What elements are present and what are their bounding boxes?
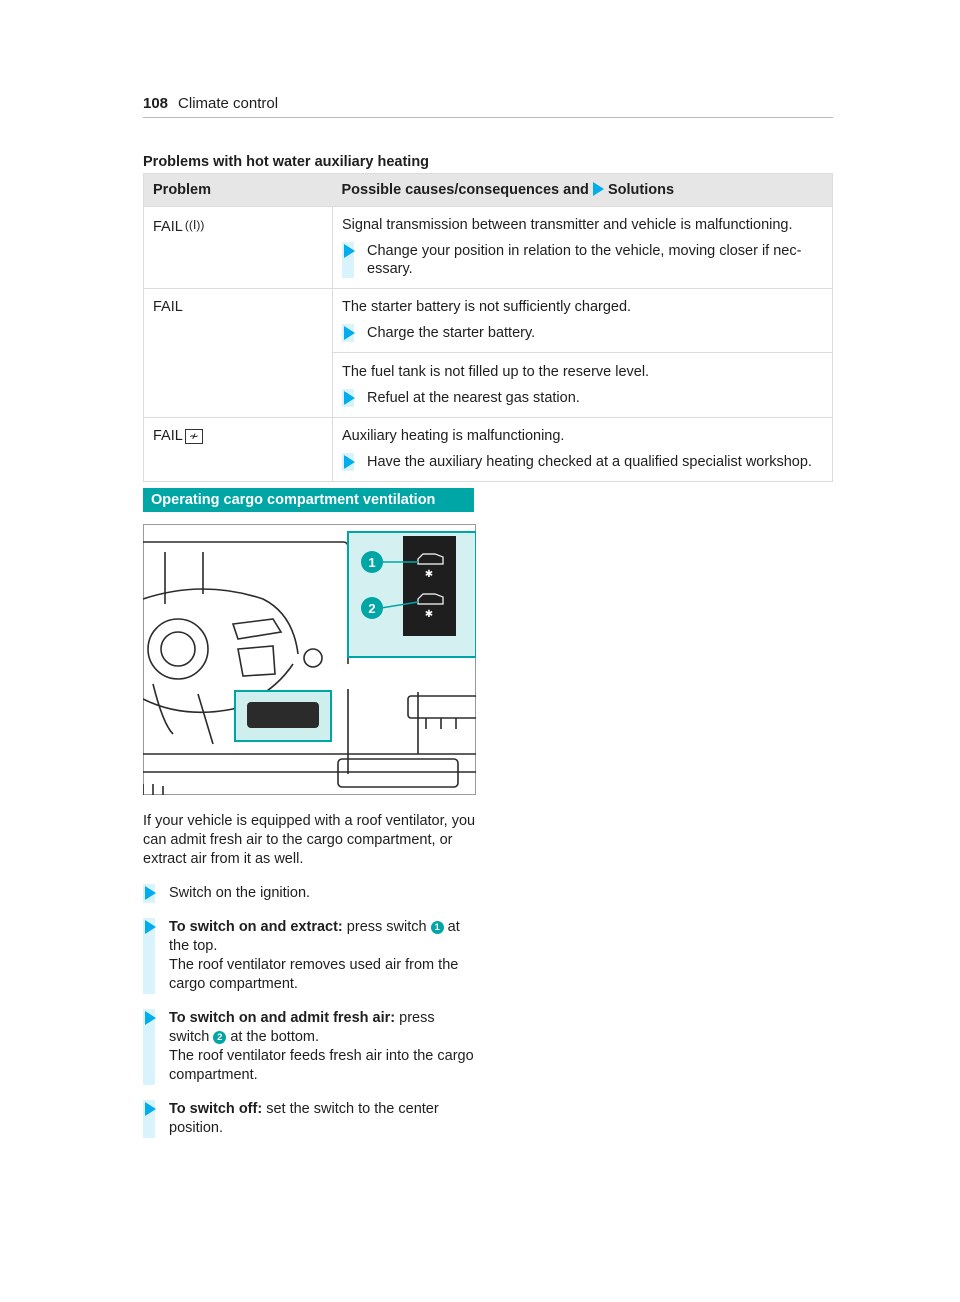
step-pre: press switch: [169, 1010, 435, 1045]
col-problem: Problem: [144, 174, 333, 207]
arrow-icon: [344, 326, 355, 340]
step-post: at the top.: [169, 919, 460, 954]
table-header-row: [144, 174, 833, 207]
solution-text: Change your position in relation to the vehicle, moving closer if necessary.: [367, 243, 802, 277]
solution-step: [342, 453, 823, 471]
problem-cell: [144, 207, 333, 289]
cause-cell: [333, 207, 833, 289]
arrow-icon: [344, 455, 355, 469]
svg-text:✱: ✱: [424, 569, 434, 580]
step-label: To switch off:: [169, 1101, 263, 1117]
step-post: at the bottom.: [230, 1029, 320, 1045]
body-text: [143, 812, 478, 1138]
dashboard-illustration: [143, 524, 476, 795]
table-row: [144, 207, 833, 289]
section-heading: Operating cargo compartment ventilation: [143, 488, 474, 512]
signal-icon: ((Ⅰ)): [184, 218, 205, 232]
callout-2-label: 2: [368, 601, 376, 616]
solution-text: Refuel at the nearest gas station.: [367, 390, 580, 406]
callout-1-badge: 1: [431, 921, 444, 934]
table-row: [144, 418, 833, 482]
step-note: The roof ventilator feeds fresh air into the cargo compartment.: [169, 1048, 474, 1083]
step-note: The roof ventilator removes used air from the cargo compartment.: [169, 957, 459, 992]
cause-text: Signal transmission between transmitter and vehicle is malfunctioning.: [342, 217, 793, 233]
col-solutions-label: Solutions: [607, 182, 675, 198]
arrow-icon: [344, 391, 355, 405]
problem-code: FAIL: [153, 219, 183, 235]
step-label: To switch on and admit fresh air:: [169, 1010, 396, 1026]
problem-cell: [144, 289, 333, 418]
instruction-step: [143, 884, 478, 903]
intro-paragraph: If your vehicle is equipped with a roof ventilator, you can admit fresh air to the cargo compartment, or extract air from it as well.: [143, 813, 476, 867]
problem-code: FAIL: [153, 428, 183, 444]
step-pre: press switch: [346, 919, 427, 935]
problems-table: [143, 173, 833, 482]
arrow-icon: [145, 1102, 156, 1116]
arrow-icon: [344, 244, 355, 258]
instruction-step: [143, 918, 478, 994]
solution-step: [342, 242, 823, 278]
cause-text: The starter battery is not sufficiently charged.: [342, 299, 632, 315]
step-label: To switch on and extract:: [169, 919, 343, 935]
step-text: Switch on the ignition.: [169, 885, 311, 901]
col-causes: [333, 174, 833, 207]
step-text: set the switch to the center position.: [169, 1101, 439, 1136]
svg-text:✱: ✱: [424, 609, 434, 620]
callout-1-label: 1: [368, 555, 376, 570]
solution-step: [342, 389, 823, 407]
col-causes-label: Possible causes/consequences and: [341, 182, 589, 198]
arrow-icon: [145, 886, 156, 900]
arrow-icon: [593, 182, 604, 196]
cause-text: Auxiliary heating is malfunctioning.: [342, 428, 565, 444]
cause-sub-block: [333, 352, 832, 407]
cause-cell: [333, 289, 833, 418]
instruction-step: [143, 1100, 478, 1138]
problem-cell: [144, 418, 333, 482]
solution-text: Charge the starter battery.: [367, 325, 536, 341]
cause-cell: [333, 418, 833, 482]
table-title: Problems with hot water auxiliary heating: [143, 154, 430, 170]
solution-text: Have the auxiliary heating checked at a qualified specialist workshop.: [367, 454, 812, 470]
heater-fault-icon: ≁: [185, 429, 203, 444]
instruction-step: [143, 1009, 478, 1085]
cause-text: The fuel tank is not filled up to the reserve level.: [342, 364, 650, 380]
page-header: [143, 95, 833, 118]
solution-step: [342, 324, 823, 342]
arrow-icon: [145, 1011, 156, 1025]
header-section-name: Climate control: [178, 95, 279, 112]
table-row: [144, 289, 833, 418]
page-number: 108: [143, 95, 169, 112]
callout-2-badge: 2: [213, 1031, 226, 1044]
arrow-icon: [145, 920, 156, 934]
problem-code: FAIL: [153, 299, 183, 315]
